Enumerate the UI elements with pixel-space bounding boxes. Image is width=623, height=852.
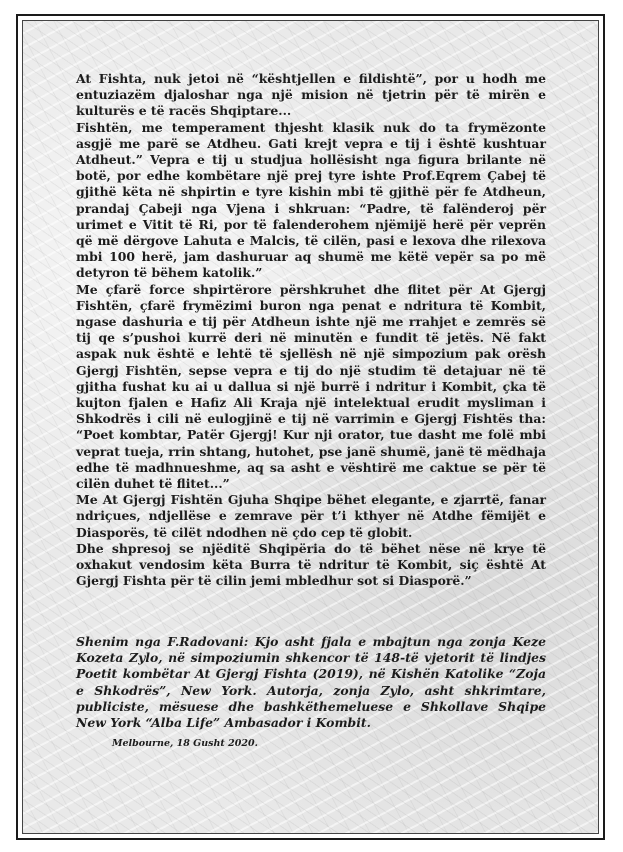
paragraph-5: Dhe shpresoj se njëditë Shqipëria do të bëhet nëse në krye të oxhakut vendosim këta Burra të ndritur të Kombit, siç është At Gjergj Fishta për të cilin jemi mbledhur sot si Diasporë.” bbox=[76, 540, 546, 589]
paragraph-4: Me At Gjergj Fishtën Gjuha Shqipe bëhet elegante, e zjarrtë, fanar ndriçues, ndjellëse e zemrave për t’i kthyer në Atdhe fëmijët e Diasporës, të cilët ndodhen në çdo cep të globit. bbox=[76, 492, 546, 540]
paragraph-1: At Fishta, nuk jetoi në “kështjellen e fildishtë”, por u hodh me entuziazëm djaloshar nga një mision në tjetrin për të mirën e kulturës e të racës Shqiptare... bbox=[76, 71, 546, 119]
paragraph-2: Fishtën, me temperament thjesht klasik nuk do ta frymëzonte asgjë me parë se Atdheu. Gati krejt vepra e tij i është kushtuar Atdheut.” Vepra e tij u studjua hollësisht nga figura brilante në botë, por edhe kombëtare një prej tyre ishte Prof.Eqrem Çabej të gjithë këta në shpirtin e tyre kishin mbi të gjithë për fe Atdheun, prandaj Çabeji nga Vjena i shkruan: “Padre, të falënderoj për urimet e Vitit të Ri, por të falenderohem njëmijë herë për veprën që më dërgove Lahuta e Malcis, të cilën, pasi e lexova dhe rilexova mbi 100 herë, jam dashuruar aq shumë me këtë vepër sa po më detyron të bëhem katolik.” bbox=[76, 119, 546, 281]
paragraph-3: Me çfarë force shpirtërore përshkruhet dhe flitet për At Gjergj Fishtën, çfarë frymëzimi buron nga penat e ndritura të Kombit, ngase dashuria e tij për Atdheun ishte një me rrahjet e zemrës së tij qe s’pushoi kurrë deri në minutën e fundit të jetës. Në fakt aspak nuk është e lehtë të sjellësh në një simpozium pak orësh Gjergj Fishtën, sepse vepra e tij do një studim të detajuar në të gjitha fushat ku ai u dallua si një burrë i ndritur i Kombit, çka të kujton fjalen e Hafiz Ali Kraja një intelektual erudit mysliman i Shkodrës i cili në eulogjinë e tij në varrimin e Gjergj Fishtës tha: “Poet kombtar, Patër Gjergj! Kur nji orator, tue dasht me folë mbi veprat tueja, rrin shtang, hutohet, pse janë shumë, janë të mëdhaja edhe të madhnueshme, aq sa asht e vështirë me caktue se për të cilën duhet të flitet...” bbox=[76, 281, 546, 492]
place-date-signature: Melbourne, 18 Gusht 2020. bbox=[112, 738, 258, 749]
article-body bbox=[76, 71, 546, 590]
editor-note: Shenim nga F.Radovani: Kjo asht fjala e mbajtun nga zonja Keze Kozeta Zylo, në simpoziumin shkencor të 148-të vjetorit të lindjes Poetit kombëtar At Gjergj Fishta (2019), në Kishën Katolike “Zoja e Shkodrës”, New York. Autorja, zonja Zylo, asht shkrimtare, publiciste, mësuese dhe bashkëthemeluese e Shkollave Shqipe New York “Alba Life” Ambasador i Kombit. bbox=[76, 634, 546, 731]
